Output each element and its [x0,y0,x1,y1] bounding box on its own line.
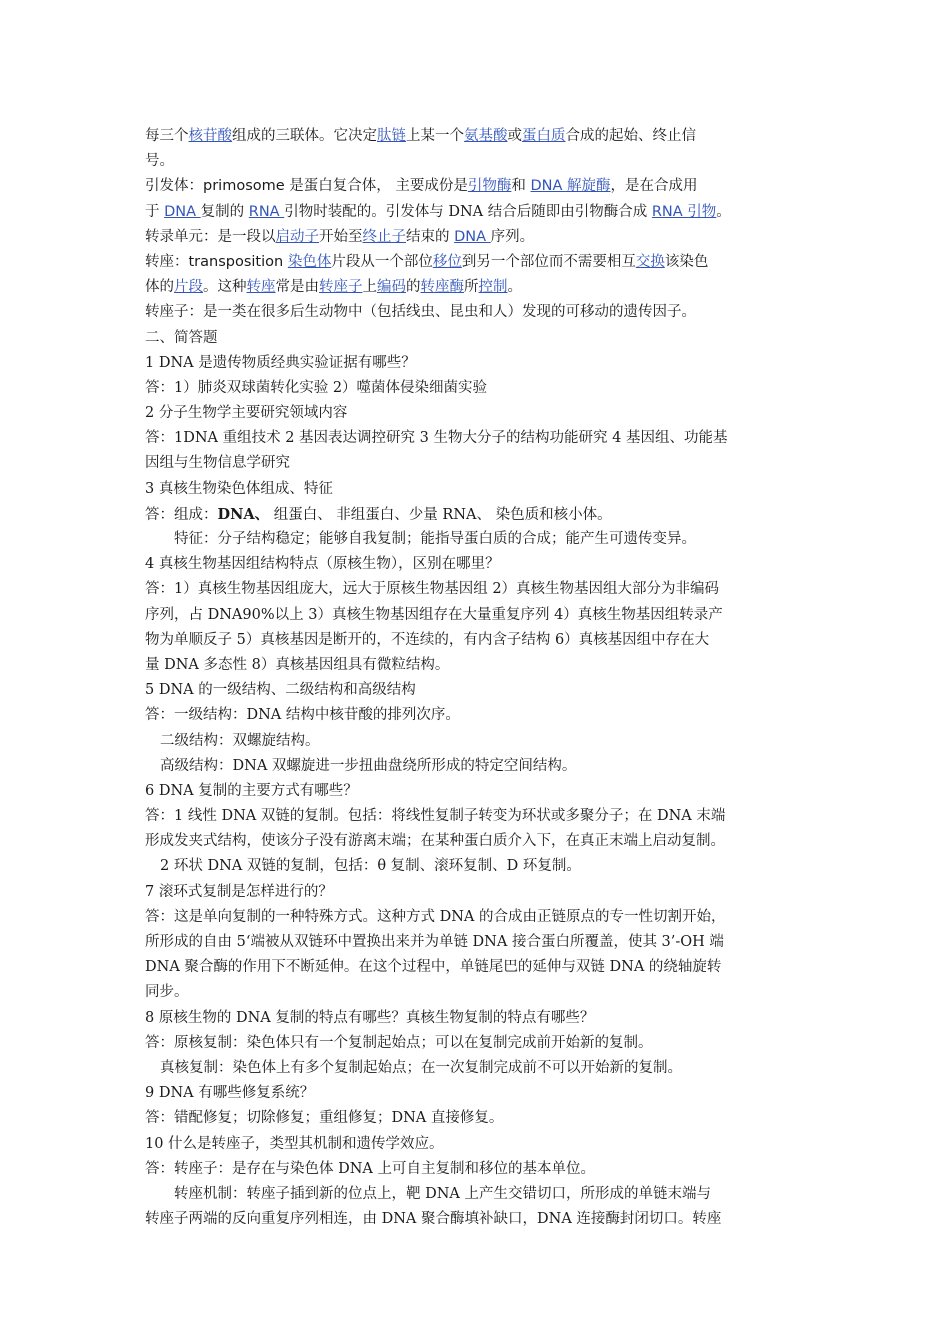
answer-8-line-2: 真核复制：染色体上有多个复制起始点；在一次复制完成前不可以开始新的复制。 [160,1059,682,1076]
text: 引物时装配的。引发体与 DNA 结合后随即由引物酶合成 [284,203,652,220]
question-5: 5 DNA 的一级结构、二级结构和高级结构 [145,682,416,699]
text: 序列。 [490,228,535,245]
text: 该染色 [664,253,709,270]
answer-2-line-1: 答：1DNA 重组技术 2 基因表达调控研究 3 生物大分子的结构功能研究 4 基因组、功能基 [145,430,728,447]
answer-6-line-1: 答：1 线性 DNA 双链的复制。包括：将线性复制子转变为环状或多聚分子；在 DNA 末端 [145,808,726,825]
text: 所 [464,279,479,296]
text: 转座： [145,253,189,270]
question-7: 7 滚环式复制是怎样进行的？ [145,883,333,900]
answer-7-line-1: 答：这是单向复制的一种特殊方式。这种方式 DNA 的合成由正链原点的专一性切割开始， [145,908,726,925]
link-rna-primer[interactable]: RNA 引物 [651,203,717,220]
link-dna-helicase[interactable]: DNA 解旋酶 [530,178,611,195]
glossary-transposon-def: 转座子：是一类在很多后生动物中（包括线虫、昆虫和人）发现的可移动的遗传因子。 [145,304,696,321]
answer-5-line-3: 高级结构：DNA 双螺旋进一步扭曲盘绕所形成的特定空间结构。 [160,757,577,774]
question-3: 3 真核生物染色体组成、特征 [145,480,333,497]
text: 组蛋白、 非组蛋白、少量 RNA、 染色质和核小体。 [269,506,612,523]
text: 常是由 [275,279,319,296]
text: 答：组成： [145,506,218,523]
link-fragment[interactable]: 片段 [174,279,203,296]
text: 结束的 [406,228,455,245]
text: 上某一个 [406,128,464,144]
question-10: 10 什么是转座子，类型其机制和遗传学效应。 [145,1135,444,1152]
glossary-codon-line-2: 号。 [145,153,174,170]
question-4: 4 真核生物基因组结构特点（原核生物），区别在哪里？ [145,556,500,573]
link-primase[interactable]: 引物酶 [467,178,512,195]
text: 到另一个部位而不需要相互 [461,253,636,270]
answer-10-line-1: 答：转座子：是存在与染色体 DNA 上可自主复制和移位的基本单位。 [145,1160,596,1177]
bold-term: DNA、 [217,505,270,523]
text: 的 [406,279,421,296]
text: ，是在合成用 [610,178,698,195]
answer-8-line-1: 答：原核复制：染色体只有一个复制起始点；可以在复制完成前开始新的复制。 [145,1034,653,1051]
link-peptide-chain[interactable]: 肽链 [377,128,406,144]
answer-7-line-4: 同步。 [145,984,189,1001]
text: 开始至 [319,228,363,245]
answer-4-line-2: 序列，占 DNA90%以上 3）真核生物基因组存在大量重复序列 4）真核生物基因组转录产 [145,606,723,623]
answer-3-line-2: 特征：分子结构稳定；能够自我复制；能指导蛋白质的合成；能产生可遗传变异。 [174,531,696,547]
text: 片段从一个部位 [331,253,433,270]
question-2: 2 分子生物学主要研究领域内容 [145,405,348,422]
link-chromosome[interactable]: 染色体 [287,253,332,270]
answer-3-line-1 [145,502,815,527]
question-8: 8 原核生物的 DNA 复制的特点有哪些？真核生物复制的特点有哪些？ [145,1009,595,1026]
text: 复制的 [200,203,249,220]
link-translocation[interactable]: 移位 [432,253,462,270]
answer-5-line-1: 答：一级结构：DNA 结构中核苷酸的排列次序。 [145,707,460,724]
glossary-transposition-line-1 [145,250,815,275]
glossary-transcription-unit [145,225,815,250]
answer-6-line-3: 2 环状 DNA 双链的复制，包括：θ 复制、滚环复制、D 环复制。 [160,858,581,875]
link-transposase[interactable]: 转座酶 [420,279,464,296]
glossary-primosome-line-1 [145,174,815,199]
glossary-primosome-line-2 [145,200,815,225]
text: 是蛋白复合体， 主要成份是 [284,178,468,195]
glossary-transposition-line-2 [145,275,815,300]
text: 引发体： [145,178,203,195]
link-transposition[interactable]: 转座 [246,279,276,296]
section-title: 二、简答题 [145,329,218,346]
document-body [145,124,815,1232]
answer-4-line-1: 答：1）真核生物基因组庞大，远大于原核生物基因组 2）真核生物基因组大部分为非编码 [145,581,720,598]
link-dna[interactable]: DNA [164,203,201,220]
text: 每三个 [145,128,189,144]
question-9: 9 DNA 有哪些修复系统？ [145,1085,315,1102]
term-en: primosome [203,178,285,195]
answer-6-line-2: 形成发夹式结构，使该分子没有游离末端；在某种蛋白质介入下，在真正末端上启动复制。 [145,833,725,850]
answer-2-line-2: 因组与生物信息学研究 [145,455,290,472]
link-rna[interactable]: RNA [248,203,285,220]
text: 组成的三联体。它决定 [232,128,377,144]
question-1: 1 DNA 是遗传物质经典实验证据有哪些？ [145,354,416,371]
answer-5-line-2: 二级结构：双螺旋结构。 [160,732,320,749]
text: 。这种 [203,279,247,296]
answer-4-line-4: 量 DNA 多态性 8）真核基因组具有微粒结构。 [145,656,450,673]
link-promoter[interactable]: 启动子 [275,228,319,245]
link-terminator[interactable]: 终止子 [362,228,406,245]
link-control[interactable]: 控制 [478,279,508,296]
text: 。 [507,279,522,296]
answer-1: 答：1）肺炎双球菌转化实验 2）噬菌体侵染细菌实验 [145,379,488,396]
link-transposon[interactable]: 转座子 [319,279,363,296]
link-amino-acid[interactable]: 氨基酸 [464,128,508,144]
text: 合成的起始、终止信 [565,128,696,144]
answer-7-line-2: 所形成的自由 5‘端被从双链环中置换出来并为单链 DNA 接合蛋白所覆盖，使其 3’-OH 端 [145,934,724,950]
answer-10-line-2: 转座机制：转座子插到新的位点上，靶 DNA 上产生交错切口，所形成的单链末端与 [174,1185,711,1202]
text: 。 [716,203,731,220]
link-protein[interactable]: 蛋白质 [522,128,566,144]
question-6: 6 DNA 复制的主要方式有哪些？ [145,782,358,799]
glossary-codon-line-1 [145,124,815,149]
text: 转录单元：是一段以 [145,228,276,245]
text: 上 [362,279,377,296]
answer-7-line-3: DNA 聚合酶的作用下不断延伸。在这个过程中，单链尾巴的延伸与双链 DNA 的绕轴旋转 [145,959,722,976]
link-encode[interactable]: 编码 [377,279,406,296]
link-dna[interactable]: DNA [454,228,491,245]
answer-4-line-3: 物为单顺反子 5）真核基因是断开的，不连续的，有内含子结构 6）真核基因组中存在大 [145,631,710,648]
answer-9: 答：错配修复；切除修复；重组修复；DNA 直接修复。 [145,1110,504,1127]
text: 或 [507,128,522,144]
link-nucleotide[interactable]: 核苷酸 [188,128,232,144]
term-en: transposition [188,253,288,270]
text: 和 [511,178,531,195]
text: 体的 [145,279,174,296]
answer-10-line-3: 转座子两端的反向重复序列相连，由 DNA 聚合酶填补缺口，DNA 连接酶封闭切口。转座 [145,1211,722,1228]
link-exchange[interactable]: 交换 [635,253,665,270]
text: 于 [145,203,165,220]
